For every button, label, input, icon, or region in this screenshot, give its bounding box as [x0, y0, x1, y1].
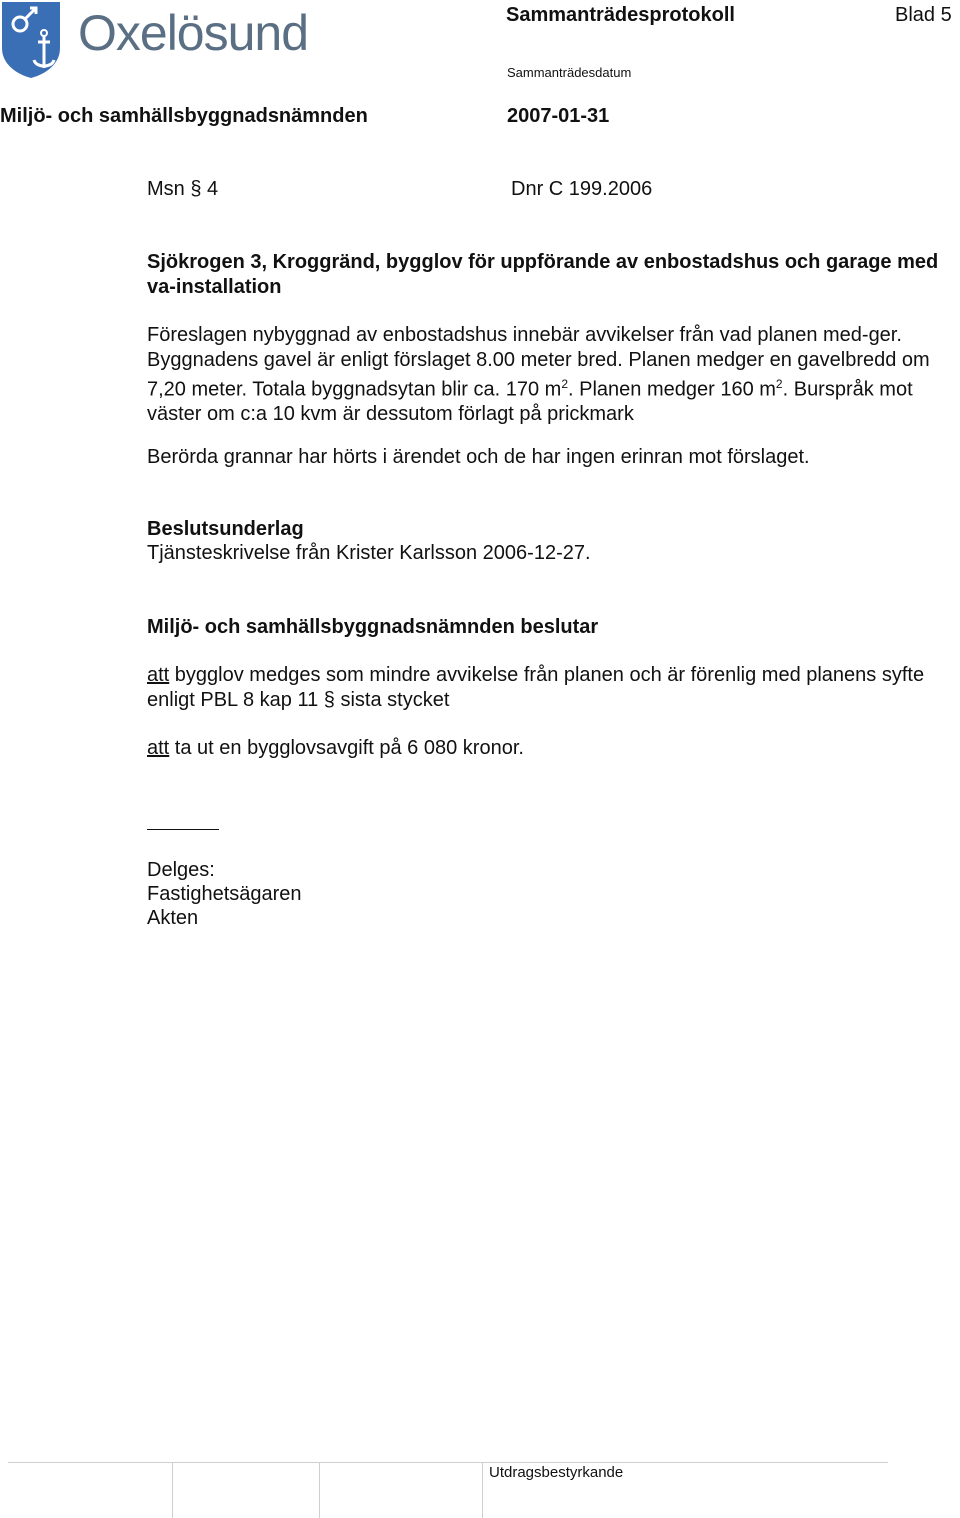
committee-name: Miljö- och samhällsbyggnadsnämnden: [0, 105, 368, 127]
att-keyword: att: [147, 664, 170, 686]
separator-rule: [147, 829, 219, 830]
logo-wordmark: Oxelösund: [78, 5, 309, 61]
footer-signature-box-divider: [319, 1462, 320, 1518]
description-part-3: . Burspråk mot väster om c:a 10 kvm är dessutom förlagt på prickmark: [147, 378, 913, 426]
meeting-date-label: Sammanträdesdatum: [507, 65, 632, 80]
case-title: Sjökrogen 3, Kroggränd, bygglov för uppförande av enbostadshus och garage med va-installation: [147, 251, 939, 298]
case-number: Dnr C 199.2006: [511, 178, 653, 200]
footer-signature-box-divider: [482, 1462, 483, 1518]
decision-item-2: [147, 736, 947, 761]
municipality-logo: [0, 0, 64, 85]
decision-heading: Miljö- och samhällsbyggnadsnämnden beslutar: [147, 616, 599, 638]
excerpt-certification-label: Utdragsbestyrkande: [489, 1464, 624, 1481]
decision-item-2-text: ta ut en bygglovsavgift på 6 080 kronor.: [169, 737, 524, 759]
neighbors-statement: Berörda grannar har hörts i ärendet och de har ingen erinran mot förslaget.: [147, 446, 810, 468]
superscript-2b: 2: [775, 377, 783, 391]
footer-signature-box-divider: [172, 1462, 173, 1518]
decision-item-1: [147, 663, 947, 712]
meeting-date: 2007-01-31: [507, 105, 610, 127]
document-type-title: Sammanträdesprotokoll: [506, 4, 735, 26]
description-part-2: . Planen medger 160 m: [568, 378, 776, 401]
coat-of-arms-icon: [0, 0, 64, 80]
basis-heading: Beslutsunderlag: [147, 518, 304, 540]
footer-rule: [8, 1462, 888, 1463]
recipient: Akten: [147, 907, 199, 929]
basis-text: Tjänsteskrivelse från Krister Karlsson 2006-12-27.: [147, 542, 591, 564]
att-keyword: att: [147, 737, 170, 759]
distribution-label: Delges:: [147, 859, 215, 881]
decision-item-1-text: bygglov medges som mindre avvikelse från planen och är förenlig med planens syfte enligt PBL 8 kap 11 § sista stycket: [147, 664, 925, 711]
description-part-1: Föreslagen nybyggnad av enbostadshus innebär avvikelser från vad planen med-ger. Byggnadens gavel är enligt förslaget 8.00 meter bred. Planen medger en gavelbredd om 7,20 meter. Totala byggnadsytan blir ca. 170 m: [147, 324, 930, 401]
superscript-2: 2: [561, 377, 569, 391]
paragraph-number: Msn § 4: [147, 178, 219, 200]
page-number: Blad 5: [895, 4, 952, 26]
recipient: Fastighetsägaren: [147, 883, 302, 905]
case-description: [147, 323, 947, 427]
